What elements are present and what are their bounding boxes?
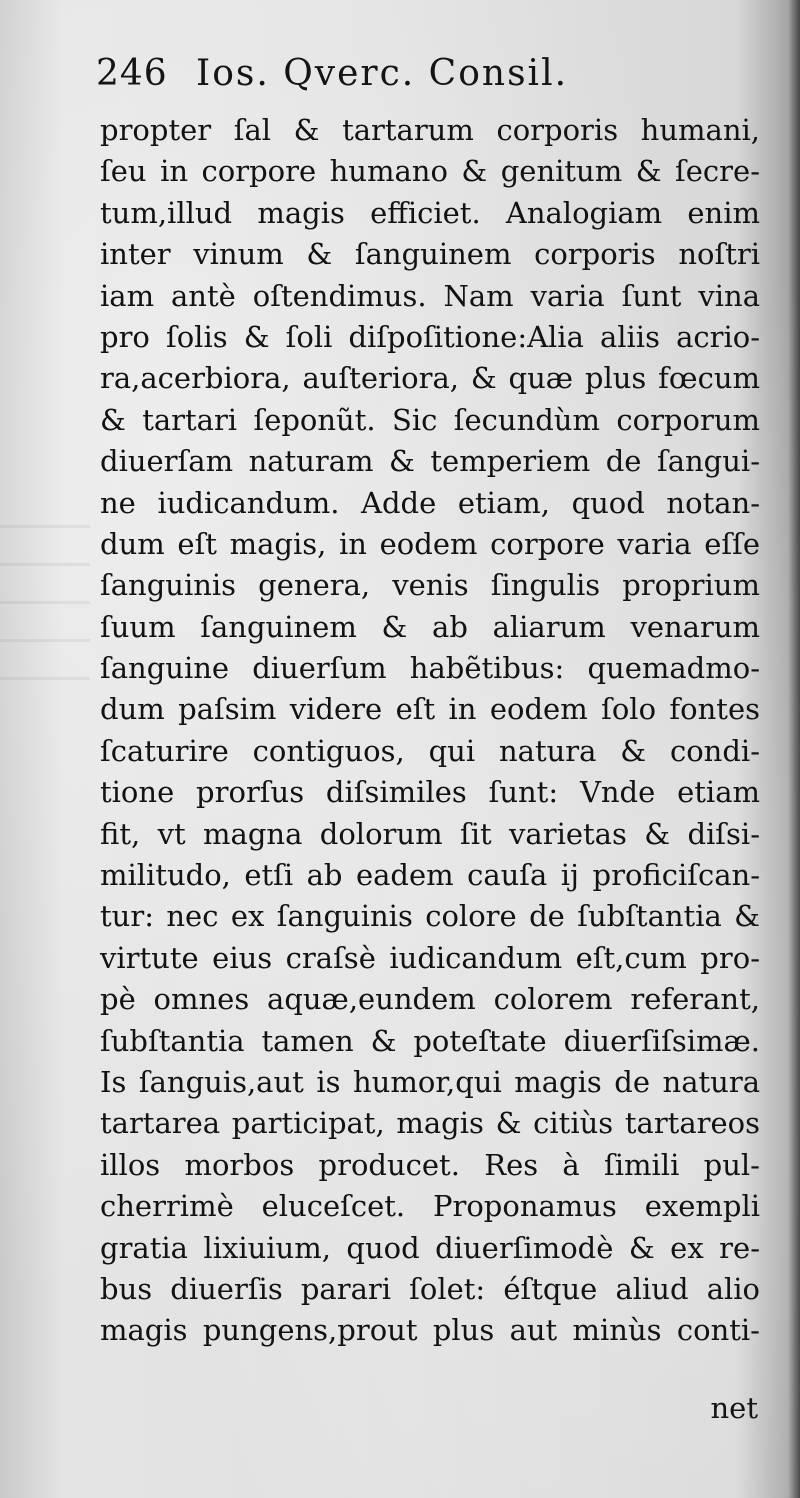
- text-line-19: militudo, etſi ab eadem cauſa ij proficiſcan-: [100, 858, 760, 893]
- text-line-6: pro ſolis & ſoli diſpoſitione:Alia aliis acrio-: [100, 319, 760, 354]
- show-through-bleed: [0, 520, 90, 680]
- text-line-29: bus diuerſis parari ſolet: éſtque aliud alio: [100, 1271, 760, 1306]
- text-line-7: ra,acerbiora, auſteriora, & quæ plus fœcum: [100, 361, 760, 396]
- text-line-18: fit, vt magna dolorum ſit varietas & diſsi-: [100, 816, 760, 851]
- text-line-16: ſcaturire contiguos, qui natura & condi-: [100, 733, 760, 768]
- body-text: [100, 110, 760, 1352]
- text-line-25: tartarea participat, magis & citiùs tartareos: [100, 1106, 760, 1141]
- catchword: net: [710, 1391, 758, 1425]
- text-line-26: illos morbos producet. Res à ſimili pul-: [100, 1147, 760, 1182]
- text-line-2: ſeu in corpore humano & genitum & ſecre-: [100, 154, 760, 189]
- text-line-5: iam antè oſtendimus. Nam varia ſunt vina: [100, 278, 760, 313]
- page-header: [96, 44, 756, 104]
- text-line-27: cherrimè eluceſcet. Proponamus exempli: [100, 1189, 760, 1224]
- text-line-11: dum eſt magis, in eodem corpore varia eſſe: [100, 526, 760, 561]
- text-line-23: ſubſtantia tamen & poteſtate diuerſiſsimæ.: [100, 1023, 760, 1058]
- text-line-12: ſanguinis genera, venis ſingulis proprium: [100, 568, 760, 603]
- text-line-8: & tartari ſeponũt. Sic ſecundùm corporum: [100, 402, 760, 437]
- text-line-22: pè omnes aquæ,eundem colorem referant,: [100, 982, 760, 1017]
- text-line-13: ſuum ſanguinem & ab aliarum venarum: [100, 609, 760, 644]
- text-line-14: ſanguine diuerſum habẽtibus: quemadmo-: [100, 651, 760, 686]
- page-number: 246: [96, 53, 168, 94]
- text-line-15: dum paſsim videre eſt in eodem ſolo fontes: [100, 692, 760, 727]
- text-line-3: tum,illud magis efficiet. Analogiam enim: [100, 195, 760, 230]
- text-line-1: propter ſal & tartarum corporis humani,: [100, 113, 760, 147]
- page-edge-shadow: [788, 0, 800, 1498]
- text-line-4: inter vinum & ſanguinem corporis noſtri: [100, 237, 760, 272]
- text-line-28: gratia lixiuium, quod diuerſimodè & ex re-: [100, 1230, 760, 1265]
- running-head: Ios. Qverc. Consil.: [196, 53, 569, 94]
- text-line-17: tione prorſus diſsimiles ſunt: Vnde etiam: [100, 775, 760, 810]
- text-line-9: diuerſam naturam & temperiem de ſangui-: [100, 444, 760, 479]
- text-line-10: ne iudicandum. Adde etiam, quod notan-: [100, 485, 760, 520]
- text-line-30: magis pungens,prout plus aut minùs conti-: [100, 1313, 760, 1348]
- text-line-20: tur: nec ex ſanguinis colore de ſubſtantia &: [100, 899, 760, 934]
- text-line-24: Is ſanguis,aut is humor,qui magis de natura: [100, 1064, 760, 1099]
- text-line-21: virtute eius craſsè iudicandum eſt,cum pro-: [100, 940, 760, 975]
